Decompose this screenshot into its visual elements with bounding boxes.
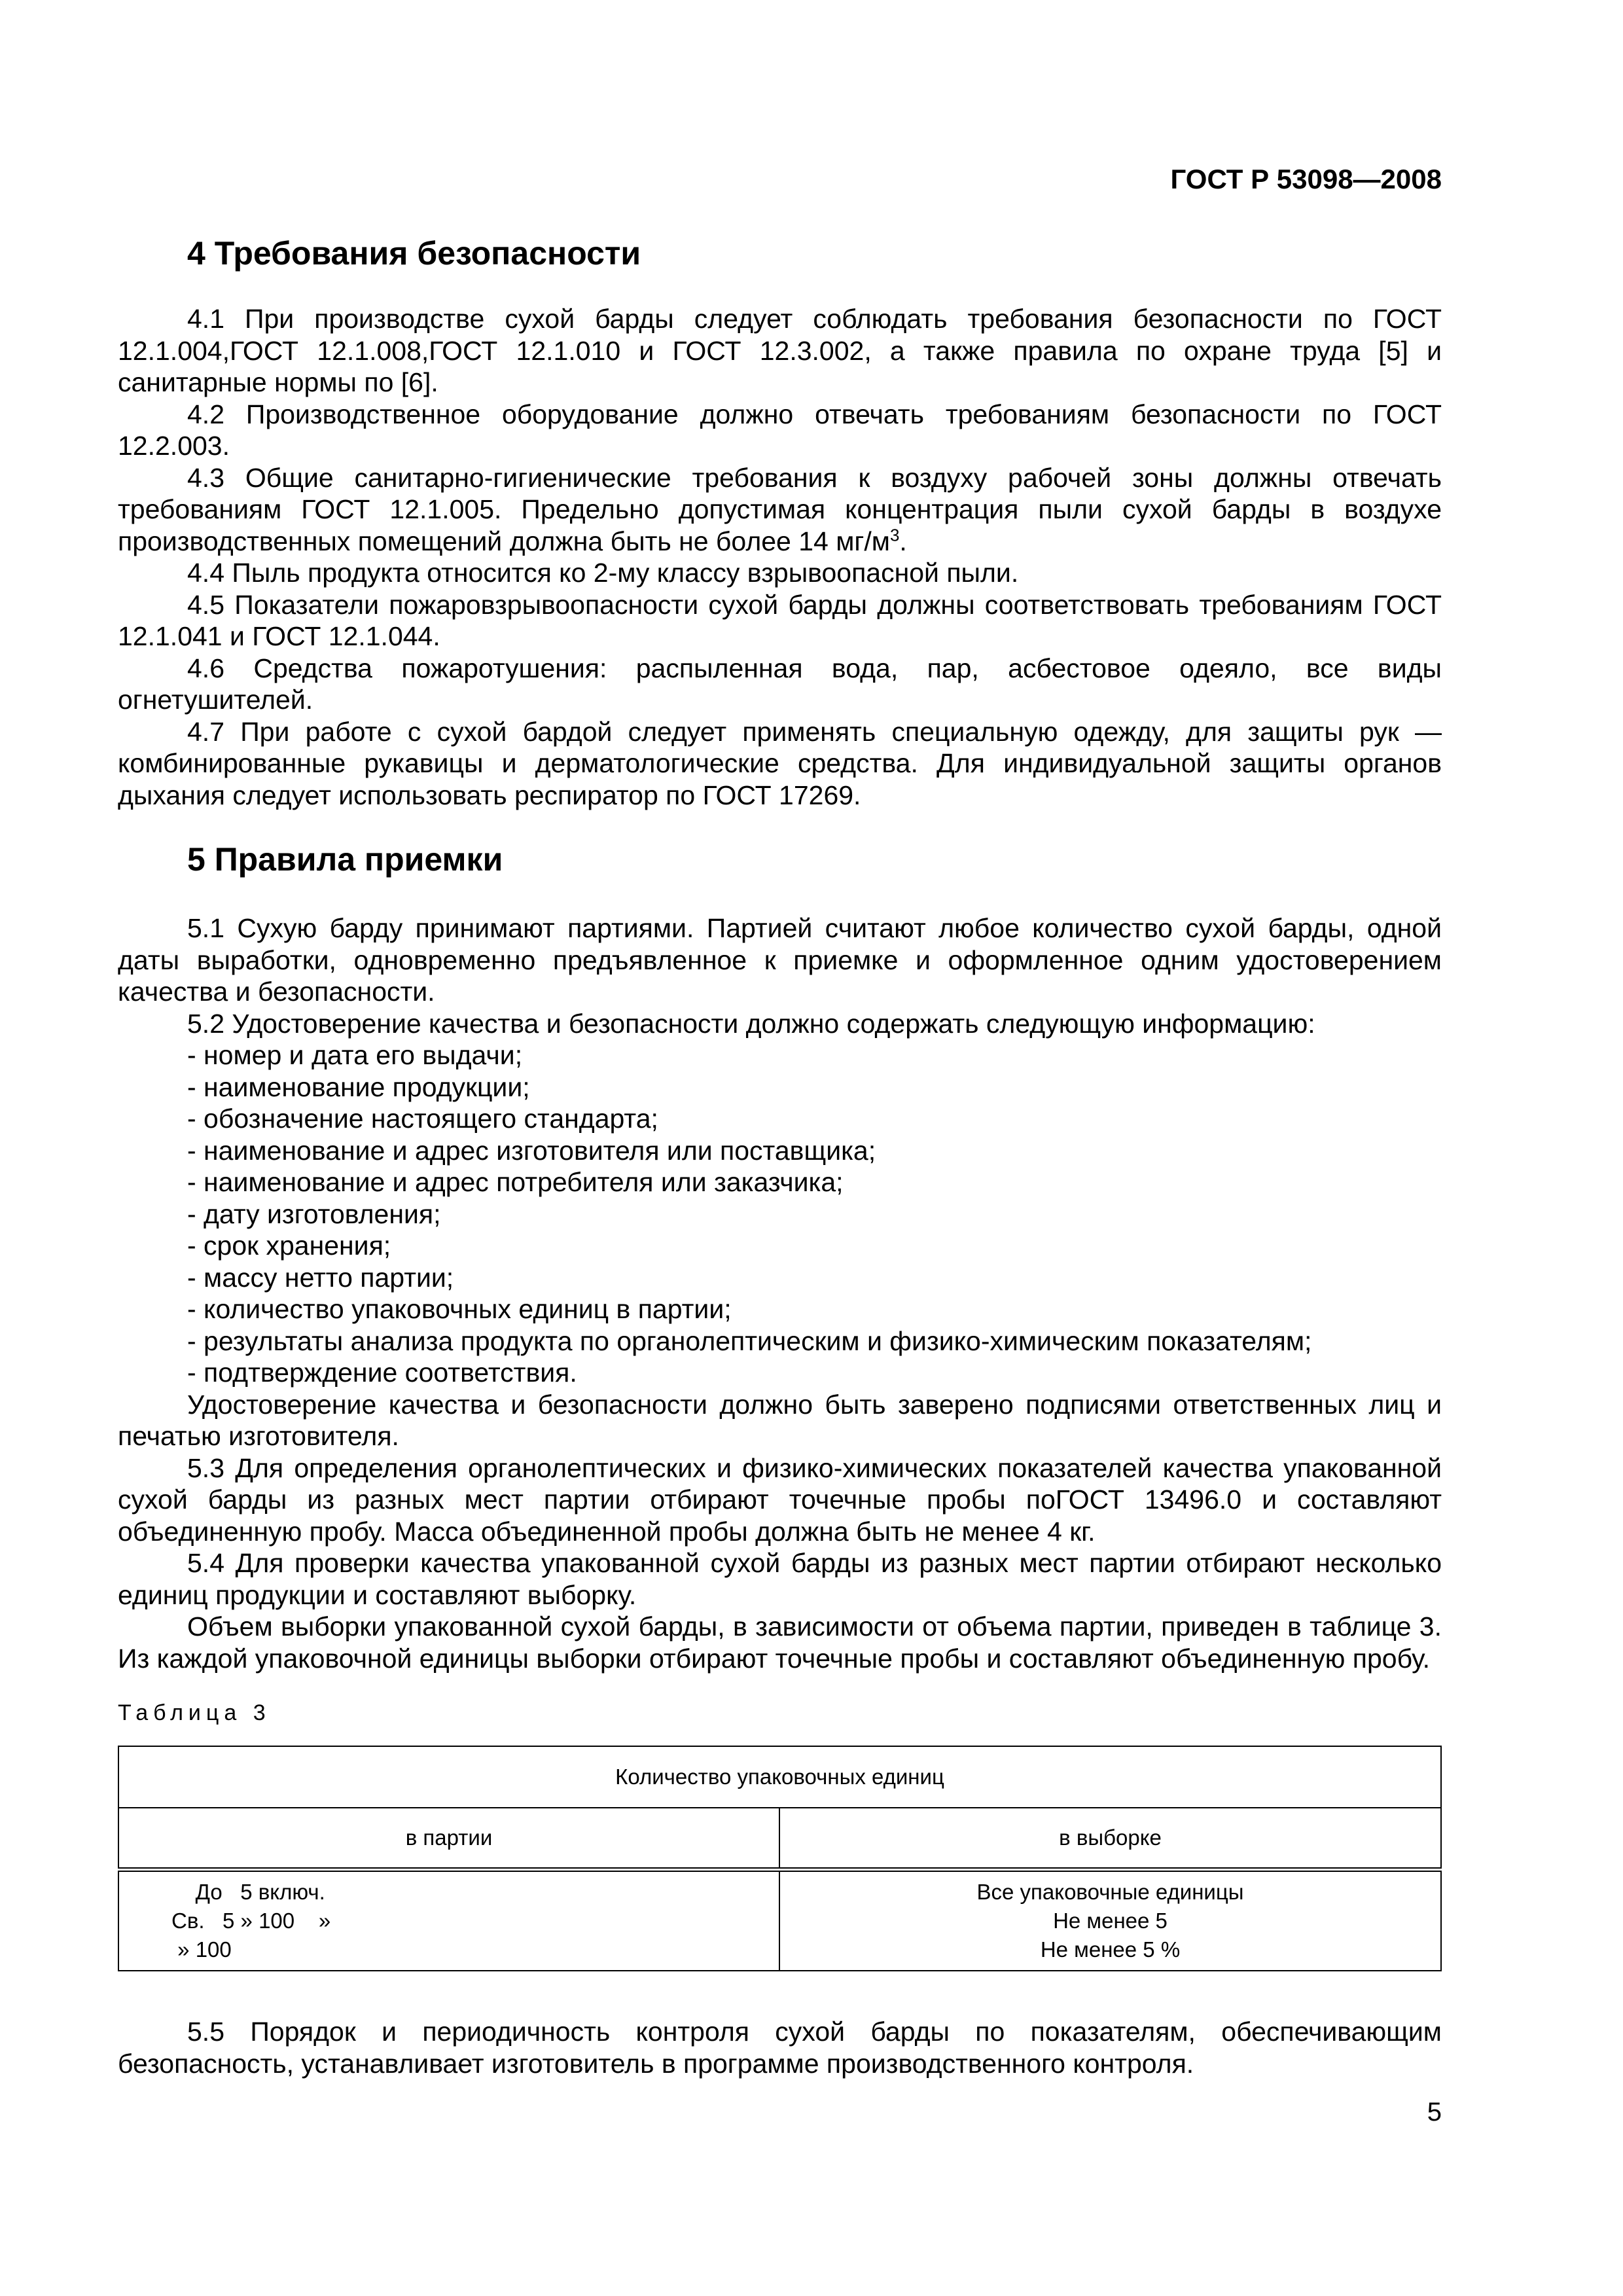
paragraph-4-3-end: . bbox=[899, 526, 907, 556]
paragraph-5-2: 5.2 Удостоверение качества и безопасности должно содержать следующую информацию: bbox=[187, 1008, 1315, 1039]
page-number: 5 bbox=[1427, 2098, 1442, 2126]
paragraph-4-5: 4.5 Показатели пожаровзрывоопасности сухой барды должны соответствовать требованиям ГОСТ 12.1.041 и ГОСТ 12.1.044. bbox=[118, 589, 1442, 651]
section-5-body bbox=[118, 912, 1442, 1674]
paragraph-5-2-tail: Удостоверение качества и безопасности должно быть заверено подписями ответственных лиц и печатью изготовителя. bbox=[118, 1389, 1442, 1451]
paragraph-5-4: 5.4 Для проверки качества упакованной сухой барды из разных мест партии отбирают несколько единиц продукции и составляют выборку. bbox=[118, 1548, 1442, 1610]
column-header-sample: в выборке bbox=[779, 1808, 1441, 1869]
sample-value: Не менее 5 bbox=[1053, 1908, 1168, 1933]
paragraph-5-4-tail: Объем выборки упакованной сухой барды, в зависимости от объема партии, приведен в таблице 3. Из каждой упаковочной единицы выборки отбирают точечные пробы и составляют объединенную пробу. bbox=[118, 1611, 1442, 1674]
paragraph-4-7: 4.7 При работе с сухой бардой следует применять специальную одежду, для защиты рук — комбинированные рукавицы и дерматологические средства. Для индивидуальной защиты органов дыхания следует использовать респиратор по ГОСТ 17269. bbox=[118, 716, 1442, 810]
column-header-lot: в партии bbox=[118, 1808, 779, 1869]
paragraph-4-4: 4.4 Пыль продукта относится ко 2-му классу взрывоопасной пыли. bbox=[187, 558, 1019, 588]
list-item: - количество упаковочных единиц в партии; bbox=[187, 1294, 732, 1324]
section-4-title: 4 Требования безопасности bbox=[187, 235, 641, 272]
paragraph-5-3: 5.3 Для определения органолептических и физико-химических показателей качества упакованной сухой барды из разных мест партии отбирают точечные пробы поГОСТ 13496.0 и составляют объединенную пробу. Масса объединенной пробы должна быть не менее 4 кг. bbox=[118, 1452, 1442, 1547]
list-item: - обозначение настоящего стандарта; bbox=[187, 1103, 658, 1134]
section-5-title: 5 Правила приемки bbox=[187, 841, 503, 878]
list-item: - массу нетто партии; bbox=[187, 1262, 454, 1293]
lot-value: » 100 bbox=[171, 1937, 232, 1962]
lot-value: До 5 включ. bbox=[171, 1879, 325, 1904]
sample-cell bbox=[779, 1869, 1441, 1971]
table-3 bbox=[118, 1746, 1442, 1971]
lot-value: Св. 5 » 100 » bbox=[171, 1908, 331, 1933]
list-item: - дату изготовления; bbox=[187, 1198, 441, 1229]
list-item: - наименование и адрес изготовителя или поставщика; bbox=[187, 1135, 876, 1166]
paragraph-5-1: 5.1 Сухую барду принимают партиями. Партией считают любое количество сухой барды, одной даты выработки, одновременно предъявленное к приемке и оформленное одним удостоверением качества и безопасности. bbox=[118, 913, 1442, 1007]
paragraph-4-6: 4.6 Средства пожаротушения: распыленная вода, пар, асбестовое одеяло, все виды огнетушителей. bbox=[118, 653, 1442, 715]
paragraph-4-1: 4.1 При производстве сухой барды следует соблюдать требования безопасности по ГОСТ 12.1.004,ГОСТ 12.1.008,ГОСТ 12.1.010 и ГОСТ 12.3.002, а также правила по охране труда [5] и санитарные нормы по [6]. bbox=[118, 304, 1442, 397]
list-item: - результаты анализа продукта по органолептическим и физико-химическим показателям; bbox=[187, 1325, 1312, 1356]
table-caption: Таблица 3 bbox=[118, 1700, 271, 1725]
table-header: Количество упаковочных единиц bbox=[118, 1746, 1441, 1808]
sample-value: Все упаковочные единицы bbox=[976, 1879, 1244, 1904]
lot-cell bbox=[118, 1869, 779, 1971]
paragraph-4-3-text: 4.3 Общие санитарно-гигиенические требования к воздуху рабочей зоны должны отвечать требованиям ГОСТ 12.1.005. Предельно допустимая концентрация пыли сухой барды в воздухе производственных помещений должна быть не более 14 мг/м bbox=[118, 462, 1442, 556]
list-item: - наименование и адрес потребителя или заказчика; bbox=[187, 1167, 844, 1197]
list-item: - срок хранения; bbox=[187, 1230, 391, 1261]
section-5-5 bbox=[118, 2016, 1442, 2079]
paragraph-5-5: 5.5 Порядок и периодичность контроля сухой барды по показателям, обеспечивающим безопасность, устанавливает изготовитель в программе производственного контроля. bbox=[118, 2017, 1442, 2079]
sample-value: Не менее 5 % bbox=[1040, 1937, 1181, 1962]
section-4-body bbox=[118, 303, 1442, 811]
document-code: ГОСТ Р 53098—2008 bbox=[1170, 164, 1442, 194]
list-item: - номер и дата его выдачи; bbox=[187, 1040, 523, 1070]
list-item: - наименование продукции; bbox=[187, 1071, 530, 1102]
paragraph-4-2: 4.2 Производственное оборудование должно отвечать требованиям безопасности по ГОСТ 12.2.003. bbox=[118, 399, 1442, 461]
list-item: - подтверждение соответствия. bbox=[187, 1357, 577, 1388]
superscript: 3 bbox=[889, 524, 900, 545]
paragraph-4-3 bbox=[118, 462, 1442, 558]
